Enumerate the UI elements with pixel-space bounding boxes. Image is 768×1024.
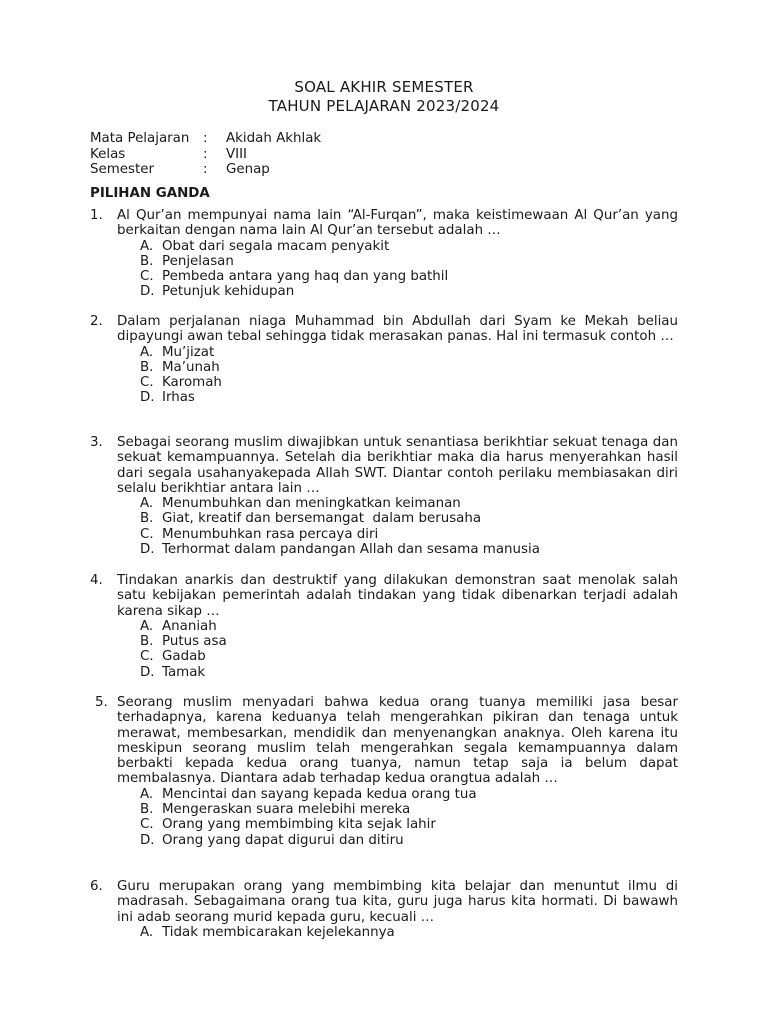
question-text: Tindakan anarkis dan destruktif yang dilakukan demonstran saat menolak salah satu kebijakan pemerintah adalah tindakan yang tidak dibenarkan terjadi adalah karena sikap … (117, 573, 678, 619)
option-b (90, 360, 678, 375)
question-number: 2. (90, 314, 103, 329)
option-c (90, 649, 678, 664)
meta-key: Kelas (90, 146, 126, 162)
question-stem (90, 208, 678, 239)
option-c (90, 817, 678, 832)
meta-separator: : (203, 131, 208, 146)
option-text: Penjelasan (162, 253, 234, 269)
meta-key: Mata Pelajaran (90, 131, 190, 146)
document-title: SOAL AKHIR SEMESTER (294, 78, 474, 96)
option-a (90, 239, 678, 254)
meta-value: VIII (226, 146, 248, 162)
option-letter: A. (140, 786, 154, 802)
question-stem (90, 573, 678, 619)
option-letter: A. (140, 924, 154, 940)
option-text: Gadab (162, 649, 206, 665)
question-stem (90, 314, 678, 345)
option-d (90, 665, 678, 680)
option-text: Orang yang dapat digurui dan ditiru (162, 832, 404, 848)
option-text: Irhas (162, 390, 195, 406)
question-stem (90, 435, 678, 496)
option-text: Giat, kreatif dan bersemangat dalam berusaha (162, 511, 482, 527)
option-letter: B. (140, 253, 154, 269)
option-a (90, 496, 678, 511)
question-stem (90, 695, 678, 787)
meta-value: Akidah Akhlak (226, 131, 322, 146)
question-4 (90, 573, 678, 680)
option-letter: D. (140, 284, 155, 300)
meta-separator: : (203, 146, 208, 162)
option-a (90, 925, 678, 940)
option-letter: D. (140, 832, 155, 848)
option-text: Karomah (162, 375, 222, 391)
option-letter: A. (140, 618, 154, 634)
question-number: 3. (90, 435, 103, 450)
option-text: Orang yang membimbing kita sejak lahir (162, 817, 436, 833)
option-text: Ananiah (162, 618, 217, 634)
option-letter: B. (140, 511, 154, 527)
question-text: Seorang muslim menyadari bahwa kedua orang tuanya memiliki jasa besar terhadapnya, karena keduanya telah mengerahkan pikiran dan tenaga untuk merawat, membesarkan, mendidik dan menyenangkan anaknya. Oleh karena itu meskipun seorang muslim telah mengerahkan segala kemampuannya dalam berbakti kepada kedua orang tuanya, namun tetap saja ia belum dapat membalasnya. Diantara adab terhadap kedua orangtua adalah … (117, 695, 678, 787)
section-heading: PILIHAN GANDA (90, 186, 210, 201)
question-stem (90, 879, 678, 925)
option-letter: C. (140, 269, 154, 285)
option-a (90, 787, 678, 802)
option-d (90, 542, 678, 557)
subject-info (90, 131, 321, 178)
meta-value: Genap (226, 162, 270, 177)
option-text: Tidak membicarakan kejelekannya (162, 924, 395, 940)
option-b (90, 254, 678, 269)
question-number: 5. (95, 695, 108, 710)
question-number: 4. (90, 573, 103, 588)
option-b (90, 634, 678, 649)
meta-row-class (90, 147, 321, 163)
option-letter: D. (140, 390, 155, 406)
option-a (90, 345, 678, 360)
option-d (90, 390, 678, 405)
option-b (90, 511, 678, 526)
option-letter: C. (140, 375, 154, 391)
option-text: Ma’unah (162, 359, 220, 375)
option-text: Tamak (162, 664, 206, 680)
meta-key: Semester (90, 162, 154, 177)
option-b (90, 802, 678, 817)
option-c (90, 375, 678, 390)
option-d (90, 833, 678, 848)
option-letter: B. (140, 802, 154, 818)
option-text: Terhormat dalam pandangan Allah dan sesama manusia (162, 542, 540, 558)
option-c (90, 269, 678, 284)
meta-row-subject (90, 131, 321, 147)
question-2 (90, 314, 678, 406)
option-text: Petunjuk kehidupan (162, 284, 295, 300)
option-d (90, 284, 678, 299)
option-c (90, 527, 678, 542)
document-subtitle: TAHUN PELAJARAN 2023/2024 (268, 97, 500, 115)
option-text: Mu’jizat (162, 344, 215, 360)
option-letter: D. (140, 542, 155, 558)
question-1 (90, 208, 678, 300)
option-text: Obat dari segala macam penyakit (162, 238, 390, 254)
question-text: Guru merupakan orang yang membimbing kita belajar dan menuntut ilmu di madrasah. Sebagaimana orang tua kita, guru juga harus kita hormati. Di bawawh ini adab seorang murid kepada guru, kecuali … (117, 879, 678, 925)
option-text: Menumbuhkan dan meningkatkan keimanan (162, 496, 461, 512)
option-a (90, 619, 678, 634)
option-letter: A. (140, 344, 154, 360)
option-letter: B. (140, 634, 154, 650)
option-text: Putus asa (162, 634, 227, 650)
option-letter: A. (140, 496, 154, 512)
option-letter: D. (140, 664, 155, 680)
option-text: Menumbuhkan rasa percaya diri (162, 526, 379, 542)
question-text: Dalam perjalanan niaga Muhammad bin Abdullah dari Syam ke Mekah beliau dipayungi awan tebal sehingga tidak merasakan panas. Hal ini termasuk contoh … (117, 314, 678, 345)
option-letter: B. (140, 359, 154, 375)
option-text: Mengeraskan suara melebihi mereka (162, 802, 411, 818)
option-letter: C. (140, 526, 154, 542)
question-5 (90, 695, 678, 848)
question-6 (90, 879, 678, 940)
option-text: Pembeda antara yang haq dan yang bathil (162, 269, 449, 285)
question-number: 6. (90, 879, 103, 894)
option-letter: A. (140, 238, 154, 254)
option-letter: C. (140, 817, 154, 833)
question-number: 1. (90, 208, 103, 223)
question-text: Al Qur’an mempunyai nama lain “Al-Furqan”, maka keistimewaan Al Qur’an yang berkaitan dengan nama lain Al Qur’an tersebut adalah … (117, 208, 678, 239)
question-text: Sebagai seorang muslim diwajibkan untuk senantiasa berikhtiar sekuat tenaga dan sekuat kemampuannya. Setelah dia berikhtiar maka dia harus menyerahkan hasil dari segala usahanyakepada Allah SWT. Diantar contoh perilaku membiasakan diri selalu berikhtiar antara lain … (117, 435, 678, 496)
option-letter: C. (140, 649, 154, 665)
option-text: Mencintai dan sayang kepada kedua orang tua (162, 786, 477, 802)
meta-row-semester (90, 162, 321, 178)
meta-separator: : (203, 162, 208, 177)
question-3 (90, 435, 678, 557)
